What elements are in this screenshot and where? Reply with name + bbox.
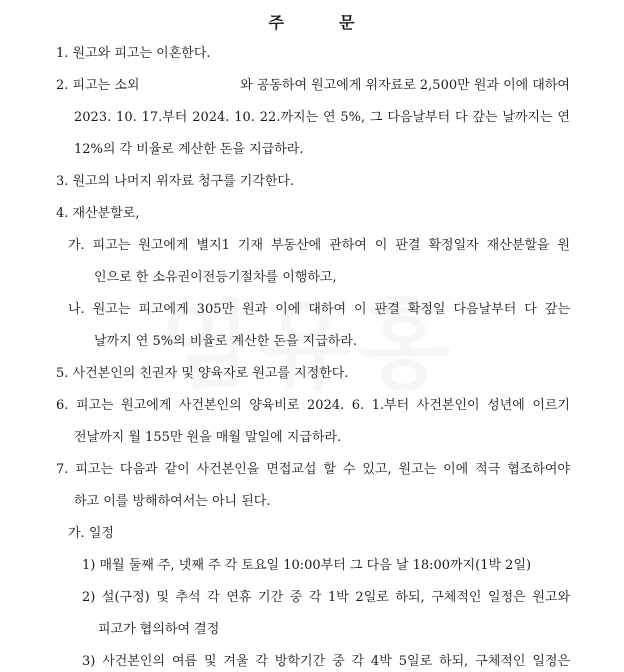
item-7-ga-2-line-1: 2) 설(구정) 및 추석 각 연휴 기간 중 각 1박 2일로 하되, 구체적인 일정은 원고와 [82, 590, 570, 605]
section-title [0, 10, 624, 33]
item-7-ga-heading: 가. 일정 [68, 526, 114, 541]
item-2-text-b: 와 공동하여 원고에게 위자료로 2,500만 원과 이에 대하여 [240, 78, 570, 93]
item-5: 5. 사건본인의 친권자 및 양육자로 원고를 지정한다. [56, 366, 349, 381]
item-7-ga-1: 1) 매월 둘째 주, 넷째 주 각 토요일 10:00부터 그 다음 날 18:00까지(1박 2일) [82, 558, 532, 573]
item-4-ga-line-1: 가. 피고는 원고에게 별지1 기재 부동산에 관하여 이 판결 확정일자 재산분할을 원 [68, 238, 570, 253]
title-char-left: 주 [268, 13, 285, 32]
item-7-line-2: 하고 이를 방해하여서는 아니 된다. [74, 494, 271, 509]
item-4-na-line-2: 날까지 연 5%의 비율로 계산한 돈을 지급하라. [94, 334, 358, 349]
item-3: 3. 원고의 나머지 위자료 청구를 기각한다. [56, 174, 295, 189]
item-2-line-3: 12%의 각 비율로 계산한 돈을 지급하라. [74, 142, 304, 157]
title-char-right: 문 [339, 13, 356, 32]
item-4-ga-line-2: 인으로 한 소유권이전등기절차를 이행하고, [94, 270, 337, 285]
item-7-ga-2-line-2: 피고가 협의하여 결정 [98, 622, 220, 637]
item-1: 1. 원고와 피고는 이혼한다. [56, 46, 211, 61]
item-4-na-line-1: 나. 원고는 피고에게 305만 원과 이에 대하여 이 판결 확정일 다음날부터 다 갚는 [68, 302, 570, 317]
item-2-text-a: 2. 피고는 소외 [56, 78, 140, 93]
item-6-line-1: 6. 피고는 원고에게 사건본인의 양육비로 2024. 6. 1.부터 사건본인이 성년에 이르기 [56, 398, 570, 413]
item-6-line-2: 전날까지 월 155만 원을 매월 말일에 지급하라. [74, 430, 342, 445]
item-4: 4. 재산분할로, [56, 206, 140, 221]
item-7-ga-3-line-1: 3) 사건본인의 여름 및 겨울 각 방학기간 중 각 4박 5일로 하되, 구체적인 일정은 [82, 654, 570, 669]
item-7-line-1: 7. 피고는 다음과 같이 사건본인을 면접교섭 할 수 있고, 원고는 이에 적극 협조하여야 [56, 462, 570, 477]
item-2-line-2: 2023. 10. 17.부터 2024. 10. 22.까지는 연 5%, 그 다음날부터 다 갚는 날까지는 연 [74, 110, 570, 125]
item-2-line-1 [56, 78, 570, 94]
